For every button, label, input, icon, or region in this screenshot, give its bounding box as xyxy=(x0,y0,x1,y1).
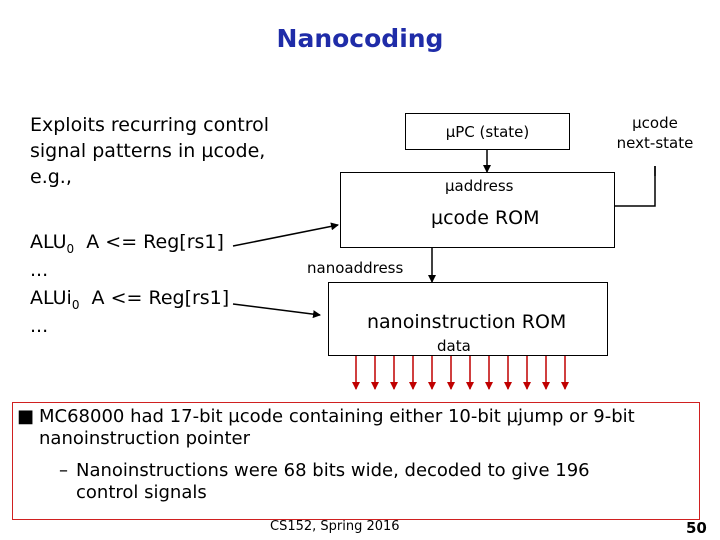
bullet-sub-line-2: control signals xyxy=(76,482,207,503)
footer-course: CS152, Spring 2016 xyxy=(270,519,400,534)
nano-rom-box xyxy=(328,282,608,356)
sub-bullet-dash: – xyxy=(59,460,68,481)
bullet-main-line-2: nanoinstruction pointer xyxy=(39,428,250,449)
upc-label: µPC (state) xyxy=(445,123,530,141)
slide-title: Nanocoding xyxy=(276,24,444,53)
bullet-marker: ■ xyxy=(17,406,35,427)
ucode-rom-label: µcode ROM xyxy=(431,207,540,229)
page-number: 50 xyxy=(686,519,707,537)
bullet-main-line-1: MC68000 had 17-bit µcode containing either 10-bit µjump or 9-bit xyxy=(39,406,635,427)
code-line-ellipsis-2: ... xyxy=(30,315,49,337)
ucode-rom-box xyxy=(340,172,615,248)
uaddress-label: µaddress xyxy=(445,177,514,195)
intro-line: Exploits recurring control xyxy=(30,114,270,136)
intro-line: signal patterns in µcode, xyxy=(30,140,266,162)
nanoaddress-label: nanoaddress xyxy=(307,259,404,277)
upc-state-box xyxy=(405,113,570,150)
code-line-alu0: $ALU_0$ A <= Reg[rs1] xyxy=(30,231,224,256)
next-state-label: µcode next-state xyxy=(616,114,694,152)
code-line-ellipsis-1: ... xyxy=(30,259,49,281)
data-label: data xyxy=(437,337,471,355)
nano-rom-label: nanoinstruction ROM xyxy=(367,311,567,333)
data-output-arrows xyxy=(356,356,565,389)
intro-line: e.g., xyxy=(30,166,72,188)
bullet-panel xyxy=(12,402,700,520)
bullet-sub-line-1: Nanoinstructions were 68 bits wide, decoded to give 196 xyxy=(76,460,590,481)
code-line-alui0: ALUi$_0$ A <= Reg[rs1] xyxy=(30,287,230,312)
